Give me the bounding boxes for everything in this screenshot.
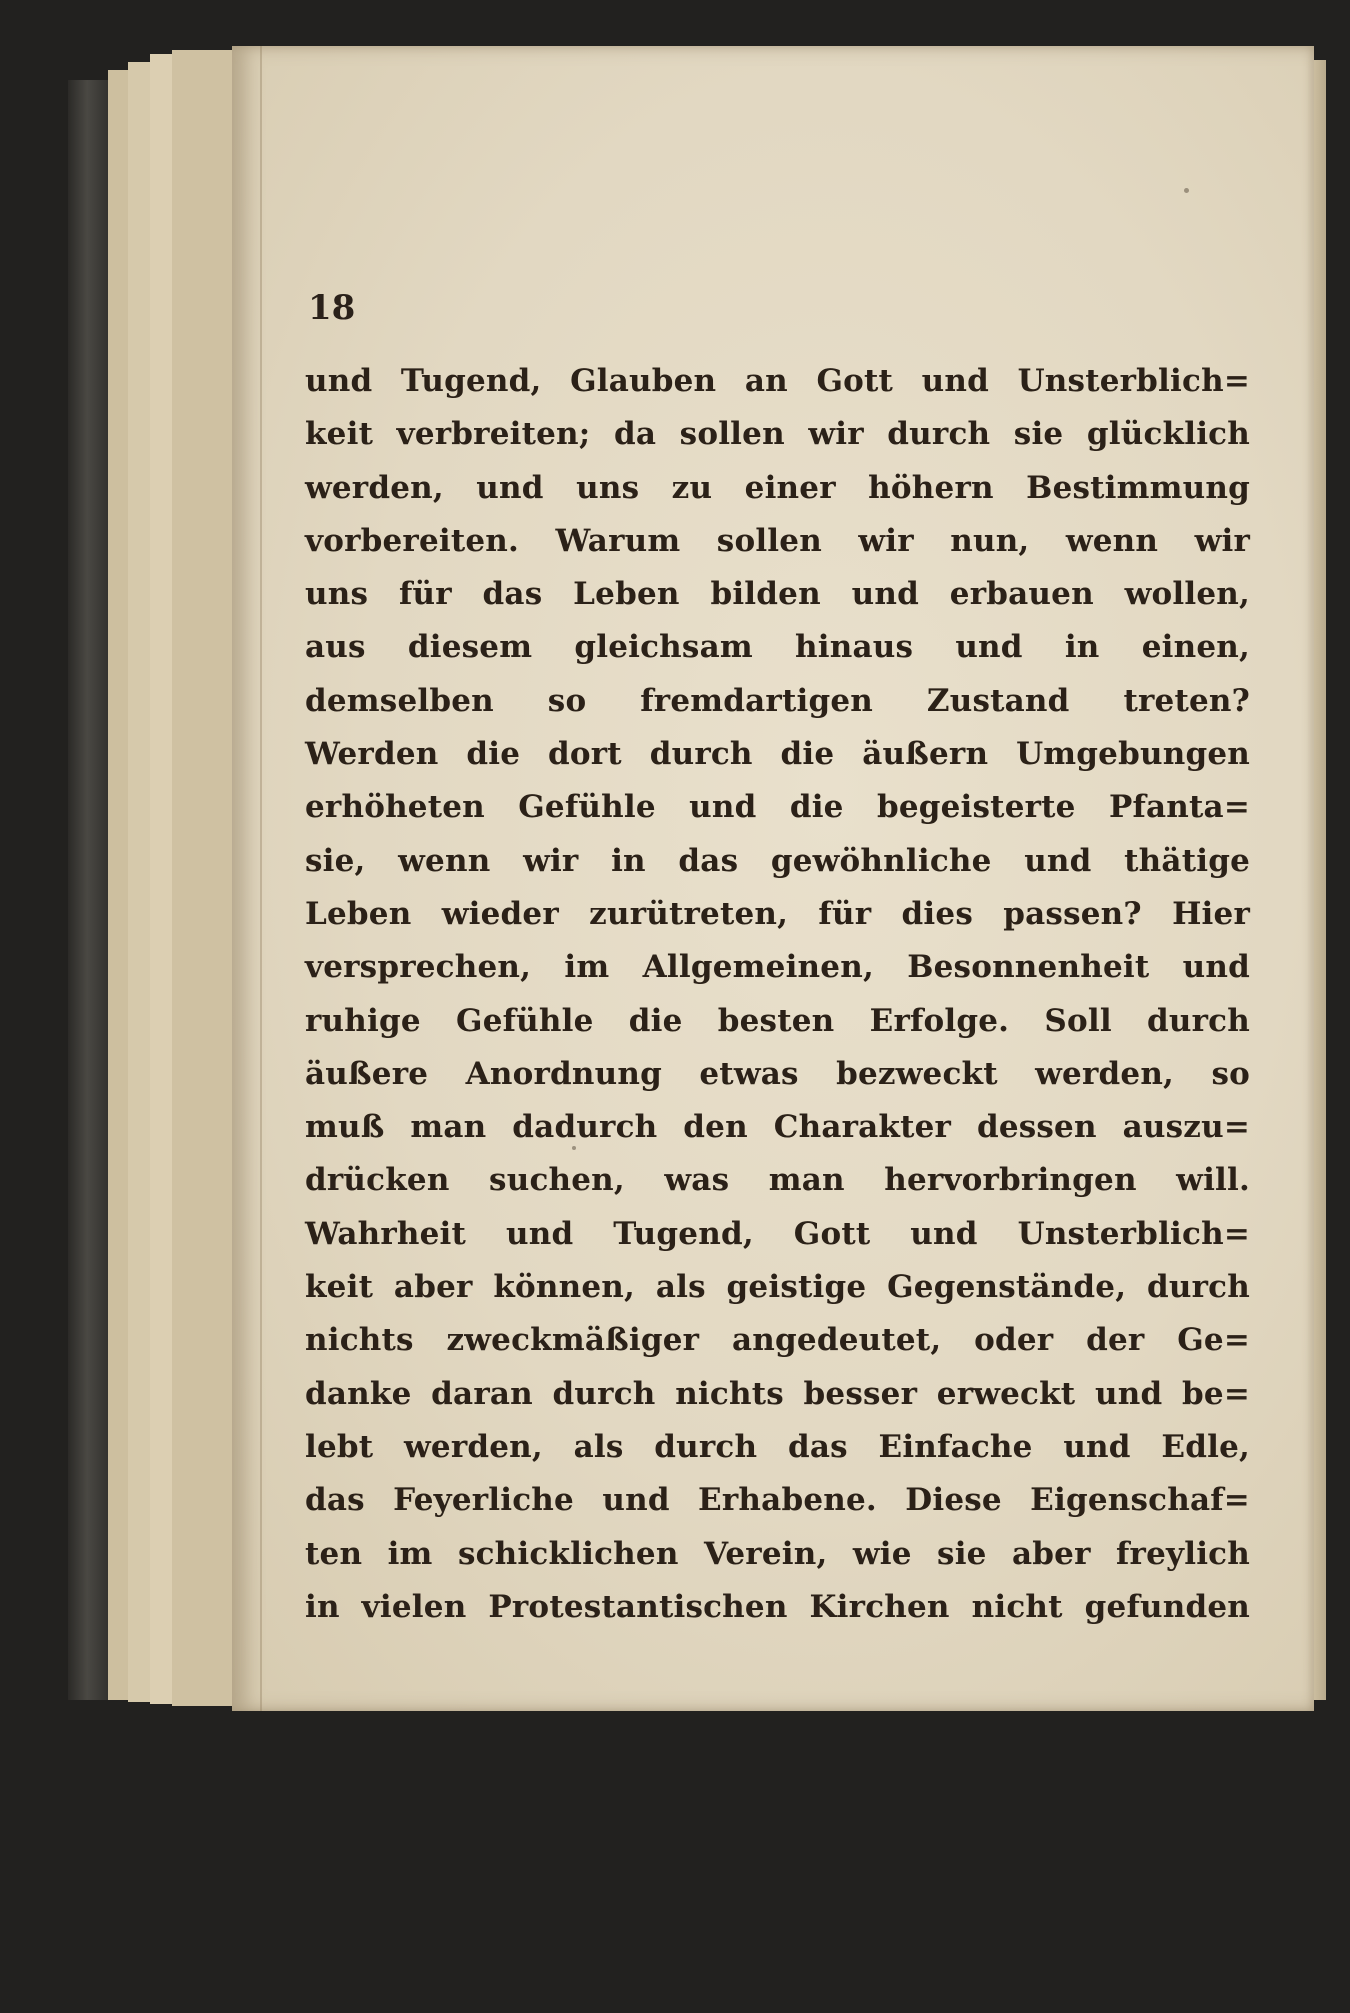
text-line: sie, wenn wir in das gewöhnliche und thätige (305, 842, 1250, 879)
page-fore-edge (1314, 60, 1326, 1700)
text-line: keit verbreiten; da sollen wir durch sie glücklich (305, 416, 1250, 453)
text-line: demselben so fremdartigen Zustand treten? (305, 682, 1250, 719)
text-line: danke daran durch nichts besser erweckt und be= (305, 1375, 1250, 1412)
text-line: uns für das Leben bilden und erbauen wollen, (305, 576, 1250, 613)
page-number: 18 (308, 288, 356, 328)
text-line: lebt werden, als durch das Einfache und Edle, (305, 1428, 1250, 1465)
body-text (305, 355, 1250, 1634)
text-line: und Tugend, Glauben an Gott und Unsterblich= (305, 363, 1250, 399)
text-line: ten im schicklichen Verein, wie sie aber freylich (305, 1535, 1250, 1572)
text-line: Wahrheit und Tugend, Gott und Unsterblich= (305, 1215, 1250, 1252)
text-line: keit aber können, als geistige Gegenstände, durch (305, 1269, 1250, 1306)
text-line: nichts zweckmäßiger angedeutet, oder der Ge= (305, 1322, 1250, 1359)
text-line: werden, und uns zu einer höhern Bestimmung (305, 469, 1250, 506)
text-line: aus diesem gleichsam hinaus und in einen, (305, 629, 1250, 666)
text-line: Leben wieder zurütreten, für dies passen? Hier (305, 895, 1250, 932)
page-edge (172, 50, 233, 1706)
text-line: versprechen, im Allgemeinen, Besonnenheit und (305, 949, 1250, 986)
text-line: erhöheten Gefühle und die begeisterte Pfanta= (305, 789, 1250, 826)
text-line: äußere Anordnung etwas bezweckt werden, so (305, 1055, 1250, 1092)
text-line: muß man dadurch den Charakter dessen auszu= (305, 1109, 1250, 1146)
text-line: Werden die dort durch die äußern Umgebungen (305, 736, 1250, 773)
text-line: ruhige Gefühle die besten Erfolge. Soll durch (305, 1002, 1250, 1039)
text-line: das Feyerliche und Erhabene. Diese Eigenschaf= (305, 1482, 1250, 1519)
text-line: in vielen Protestantischen Kirchen nicht gefunden (305, 1588, 1250, 1625)
text-line: vorbereiten. Warum sollen wir nun, wenn wir (305, 522, 1250, 559)
paper-speck (1184, 188, 1189, 193)
text-line: drücken suchen, was man hervorbringen will. (305, 1162, 1250, 1199)
